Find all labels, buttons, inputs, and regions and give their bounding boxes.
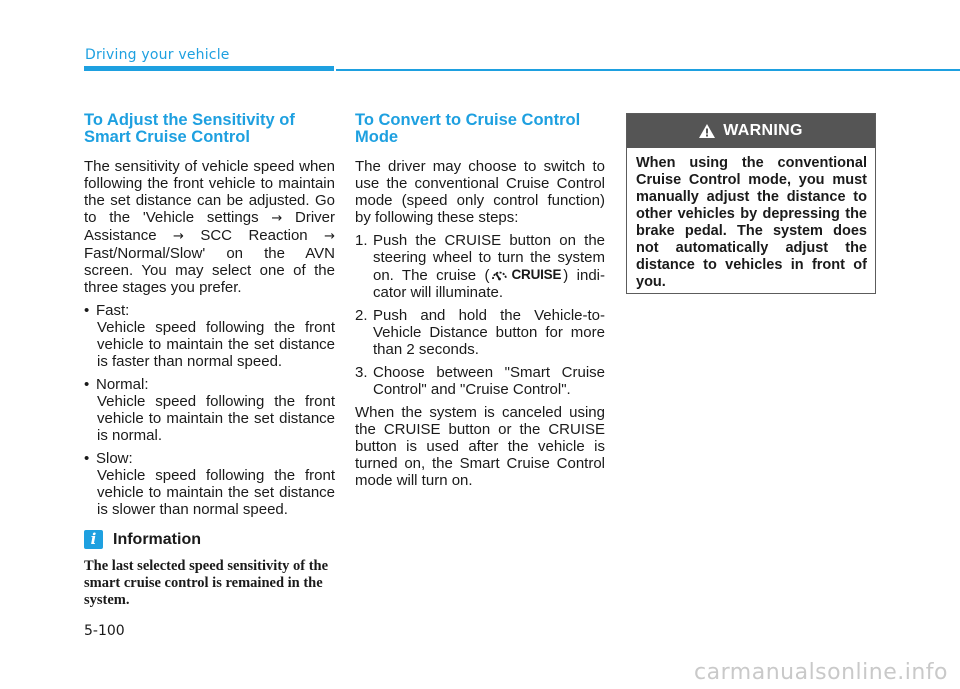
info-icon: i (84, 530, 103, 549)
cruise-label: CRUISE (511, 267, 562, 282)
warning-header (627, 114, 875, 148)
column-sensitivity (84, 112, 335, 609)
bullet-description: Vehicle speed following the front vehicle to maintain the set distance is faster than normal speed. (97, 319, 335, 370)
convert-title: To Convert to Cruise Control Mode (355, 111, 581, 146)
step-number: 1. (355, 232, 368, 249)
arrow-icon: → (271, 211, 283, 226)
speedometer-icon (491, 268, 508, 281)
sensitivity-title: To Adjust the Sensitivity of Smart Cruise Control (84, 111, 295, 146)
bullet-icon: • (84, 376, 90, 393)
bullet-label: Slow: (96, 450, 133, 467)
arrow-icon: → (324, 229, 336, 244)
bullet-description: Vehicle speed following the front vehicle to maintain the set distance is slower than normal speed. (97, 467, 335, 518)
intro-text-4: Fast/Normal/Slow' on the AVN screen. You may select one of the three stages you prefer. (84, 245, 335, 296)
step-text: Choose between "Smart Cruise Control" and "Cruise Control". (373, 364, 605, 398)
warning-text: When using the conventional Cruise Control mode, you must manually adjust the distance to other vehicles by depressing the brake pedal. The system does not automatically adjust the distance to vehicles in front of you. (636, 155, 867, 290)
step-number: 3. (355, 364, 368, 381)
bullet-fast (84, 302, 335, 370)
convert-intro: The driver may choose to switch to use the conventional Cruise Control mode (speed only control function) by following these steps: (355, 158, 605, 226)
information-title: Information (113, 531, 201, 548)
step-text: Push and hold the Vehicle-to-Vehicle Distance button for more than 2 seconds. (373, 307, 605, 358)
bullet-icon: • (84, 450, 90, 467)
intro-text-1: The sensitivity of vehicle speed when following the front vehicle to maintain the set distance can be adjusted. Go to the 'Vehicle settings (84, 158, 335, 226)
page-number: 5-100 (84, 623, 125, 639)
information-header (84, 530, 335, 549)
bullet-description: Vehicle speed following the front vehicle to maintain the set distance is normal. (97, 393, 335, 444)
bullet-slow (84, 450, 335, 518)
bullet-icon: • (84, 302, 90, 319)
steps-list (355, 232, 605, 398)
warning-title: WARNING (723, 122, 803, 139)
bullet-label: Fast: (96, 302, 130, 319)
step-text (373, 232, 605, 301)
step-item (355, 364, 605, 398)
information-text: The last selected speed sensitivity of the smart cruise control is remained in the system. (84, 558, 329, 608)
arrow-icon: → (172, 229, 184, 244)
step-item (355, 232, 605, 301)
intro-text-2: Driver Assistance (84, 209, 336, 244)
step-item (355, 307, 605, 358)
header-rule-thin (336, 69, 960, 71)
step-number: 2. (355, 307, 368, 324)
step-text-part: ) indi-cator will illuminate. (373, 267, 605, 301)
intro-text-3: SCC Reaction (183, 227, 325, 244)
section-header: Driving your vehicle (85, 47, 230, 63)
warning-box (626, 113, 876, 294)
step-text-part: Push the CRUISE button on the steering wheel to turn the system on. The cruise ( (373, 232, 605, 284)
bullet-normal (84, 376, 335, 444)
column-convert (355, 112, 605, 495)
cruise-indicator (489, 266, 563, 283)
watermark: carmanualsonline.info (694, 660, 948, 685)
header-rule-thick (84, 66, 334, 71)
convert-outro: When the system is canceled using the CRUISE button or the CRUISE button is used after the vehicle is turned on, the Smart Cruise Control mode will turn on. (355, 404, 605, 489)
bullet-label: Normal: (96, 376, 149, 393)
warning-triangle-icon (699, 124, 715, 138)
sensitivity-intro (84, 158, 335, 296)
